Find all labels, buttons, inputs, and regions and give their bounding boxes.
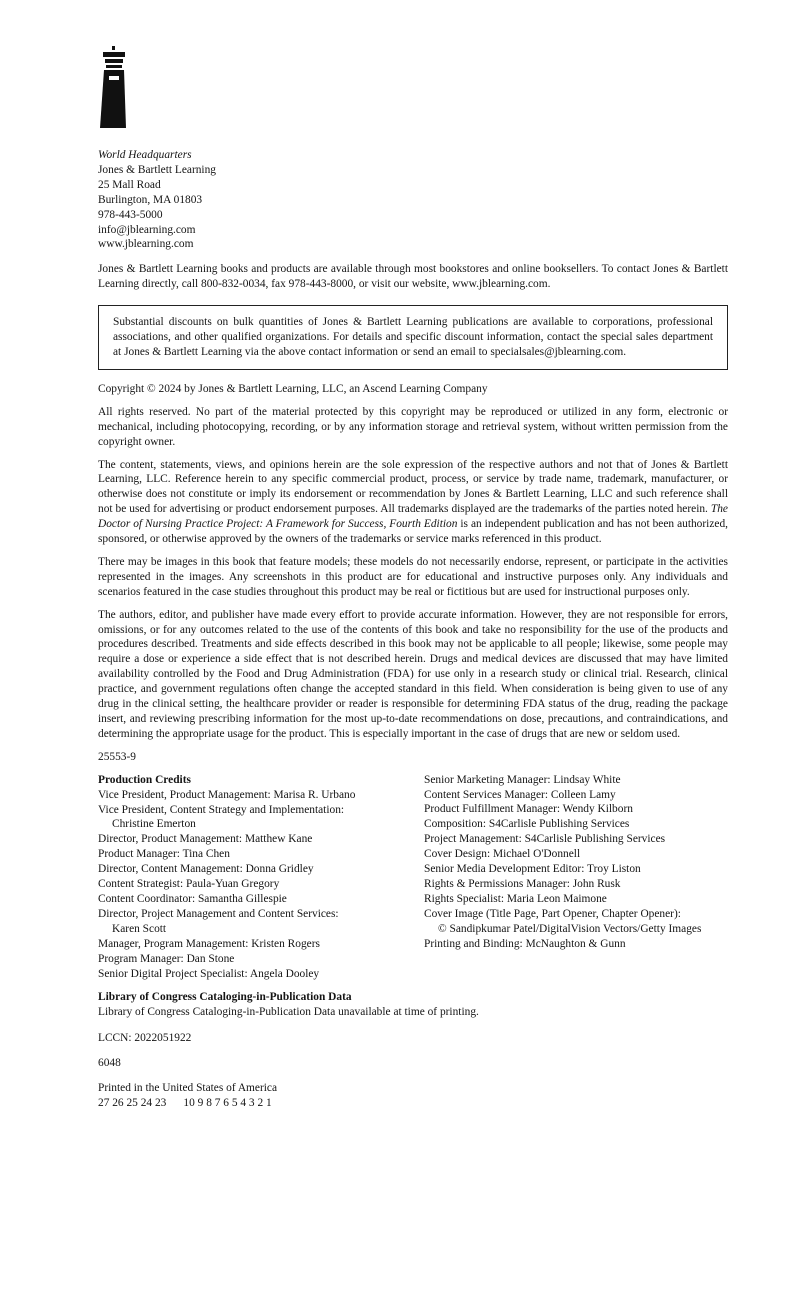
credit-line: Composition: S4Carlisle Publishing Services [424, 818, 630, 831]
disclaimer-text: The content, statements, views, and opinions herein are the sole expression of the respective authors and not that of Jones & Bartlett Learning, LLC. Reference herein to any specific commercial product, process, or service by trade name, trademark, manufacturer, or otherwise does not constitute or imply its endorsement or recommendation by Jones & Bartlett Learning, LLC and such reference shall not be used for advertising or product endorsement purposes. All trademarks displayed are the trademarks of the parties noted herein. [98, 458, 728, 516]
library-title: Library of Congress Cataloging-in-Publication Data [98, 991, 352, 1004]
copyright-page [98, 148, 728, 1111]
credit-line: Director, Content Management: Donna Gridley [98, 863, 314, 876]
credit-line: Karen Scott [112, 922, 167, 935]
address-line: Burlington, MA 01803 [98, 193, 203, 206]
images-disclaimer-paragraph: There may be images in this book that feature models; these models do not necessarily endorse, represent, or participate in the activities represented in the images. Any screenshots in this product are for educational and instructive purposes only. Any individuals and scenarios featured in the case studies throughout this product may be real or fictitious but are used for instructional purposes only. [98, 555, 728, 598]
credit-line: Director, Product Management: Matthew Kane [98, 833, 313, 846]
credit-line: Rights & Permissions Manager: John Rusk [424, 877, 621, 890]
address-line: 25 Mall Road [98, 178, 161, 191]
lighthouse-logo [98, 46, 128, 128]
headquarters-address [98, 148, 728, 252]
credit-line: Project Management: S4Carlisle Publishing Services [424, 833, 666, 846]
library-text: Library of Congress Cataloging-in-Publication Data unavailable at time of printing. [98, 1006, 479, 1019]
product-id: 25553-9 [98, 750, 136, 763]
credit-line: Senior Media Development Editor: Troy Liston [424, 863, 641, 876]
production-credits-title: Production Credits [98, 773, 191, 786]
email-line: info@jblearning.com [98, 223, 196, 236]
credit-line: Content Coordinator: Samantha Gillespie [98, 892, 287, 905]
copyright-line: Copyright © 2024 by Jones & Bartlett Learning, LLC, an Ascend Learning Company [98, 382, 488, 395]
printed-in: Printed in the United States of America [98, 1082, 278, 1095]
credits-left-column [98, 788, 420, 982]
medical-disclaimer-paragraph: The authors, editor, and publisher have made every effort to provide accurate information. However, they are not responsible for errors, omissions, or for any outcomes related to the use of the contents of this book and take no responsibility for the use of the products and procedures described. Treatments and side effects described in this book may not be applicable to all people; likewise, some people may require a dose or experience a side effect that is not described herein. Drugs and medical devices are discussed that may have limited availability controlled by the Food and Drug Administration (FDA) for use only in a research study or clinical trial. Research, clinical practice, and government regulations often change the accepted standard in this field. When consideration is being given to use of any drug in the clinical setting, the healthcare provider or reader is responsible for determining FDA status of the drug, reading the package insert, and reviewing prescribing information for the most up-to-date recommendations on dose, precautions, and contraindications, and determining the appropriate usage for the product. This is especially important in the case of drugs that are new or seldom used. [98, 608, 728, 740]
credit-line: Cover Image (Title Page, Part Opener, Chapter Opener): [424, 907, 681, 920]
credit-line: Program Manager: Dan Stone [98, 952, 235, 965]
credit-line: Vice President, Product Management: Marisa R. Urbano [98, 788, 356, 801]
credit-line: Content Services Manager: Colleen Lamy [424, 788, 616, 801]
credit-line: Cover Design: Michael O'Donnell [424, 848, 581, 861]
credit-line: Director, Project Management and Content Services: [98, 907, 339, 920]
credit-line: Manager, Program Management: Kristen Rogers [98, 937, 320, 950]
credit-line: © Sandipkumar Patel/DigitalVision Vectors/Getty Images [438, 922, 702, 935]
availability-paragraph: Jones & Bartlett Learning books and products are available through most bookstores and online booksellers. To contact Jones & Bartlett Learning directly, call 800-832-0034, fax 978-443-8000, or visit our website, www.jblearning.com. [98, 263, 728, 291]
address-line: Jones & Bartlett Learning [98, 163, 216, 176]
lccn: LCCN: 2022051922 [98, 1032, 192, 1045]
credit-line: Vice President, Content Strategy and Implementation: [98, 803, 345, 816]
credit-line: Product Fulfillment Manager: Wendy Kilborn [424, 803, 633, 816]
website-line: www.jblearning.com [98, 238, 194, 251]
print-code: 6048 [98, 1057, 121, 1070]
credits-right-column [424, 773, 728, 982]
content-disclaimer-paragraph [98, 458, 728, 547]
headquarters-title: World Headquarters [98, 149, 192, 161]
credit-line: Senior Marketing Manager: Lindsay White [424, 773, 621, 786]
credit-line: Content Strategist: Paula-Yuan Gregory [98, 878, 280, 891]
print-line: 27 26 25 24 23 10 9 8 7 6 5 4 3 2 1 [98, 1096, 272, 1109]
credit-line: Printing and Binding: McNaughton & Gunn [424, 937, 626, 950]
credit-line: Christine Emerton [112, 818, 196, 831]
discount-box: Substantial discounts on bulk quantities of Jones & Bartlett Learning publications are available to corporations, professional associations, and other qualified organizations. For details and specific discount information, contact the special sales department at Jones & Bartlett Learning via the above contact information or send an email to specialsales@jblearning.com. [98, 305, 728, 370]
book-title: The Doctor of Nursing Practice Project: A Framework for Success, Fourth Edition [98, 503, 728, 531]
credit-line: Senior Digital Project Specialist: Angela Dooley [98, 967, 320, 980]
credit-line: Product Manager: Tina Chen [98, 848, 230, 861]
credit-line: Rights Specialist: Maria Leon Maimone [424, 892, 607, 905]
disclaimer-text: is an independent publication and has not been authorized, sponsored, or otherwise approved by the owners of the trademarks or service marks referenced in this product. [98, 518, 728, 546]
rights-reserved-paragraph: All rights reserved. No part of the material protected by this copyright may be reproduced or utilized in any form, electronic or mechanical, including photocopying, recording, or by any information storage and retrieval system, without written permission from the copyright owner. [98, 405, 728, 448]
phone-line: 978-443-5000 [98, 208, 163, 221]
